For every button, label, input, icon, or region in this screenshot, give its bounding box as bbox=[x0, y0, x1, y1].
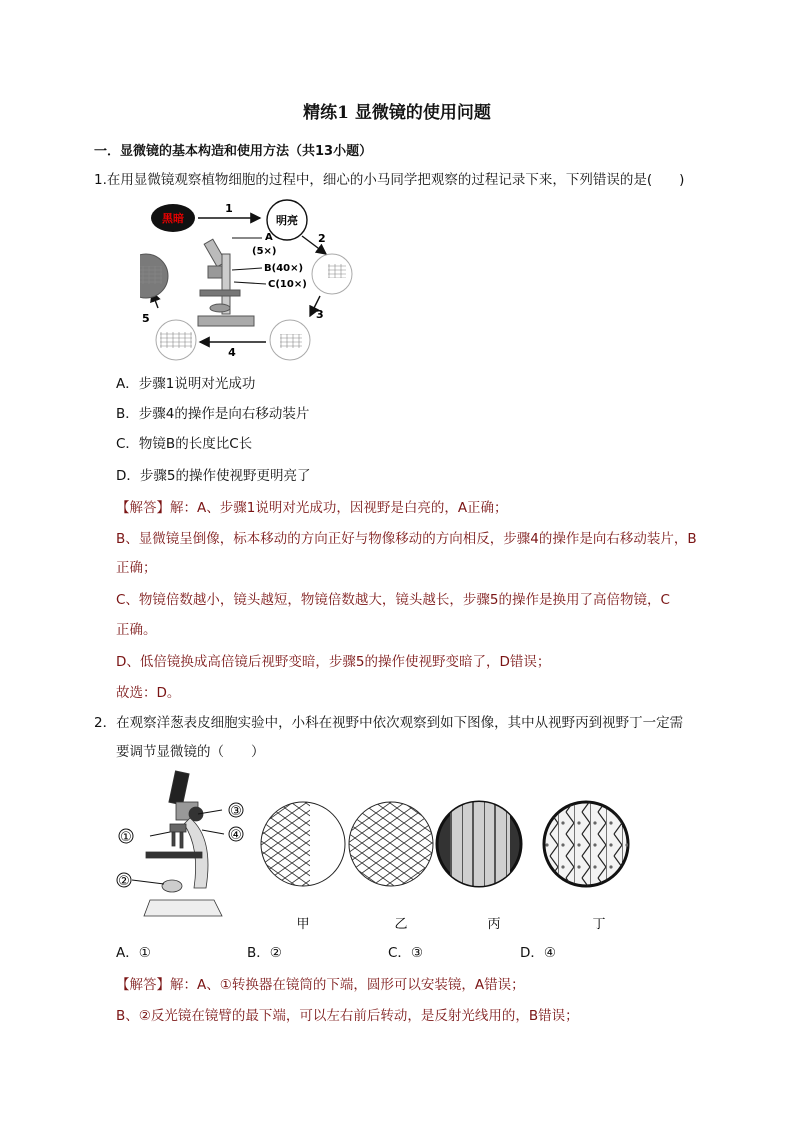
q1-answer-line-3: 正确； bbox=[116, 560, 157, 576]
lens-a-mag: (5×) bbox=[252, 246, 277, 257]
microscope-diagram bbox=[144, 771, 222, 916]
question-1-stem: 1.在用显微镜观察植物细胞的过程中，细心的小马同学把观察的过程记录下来，下列错误的是( ) bbox=[94, 172, 685, 188]
step-4-label: 4 bbox=[228, 346, 236, 359]
q1-answer-line-7: 故选：D。 bbox=[116, 685, 181, 701]
q2-option-c: C．③ bbox=[388, 945, 424, 961]
q1-option-c: C．物镜B的长度比C长 bbox=[116, 436, 253, 452]
q2-option-a: A．① bbox=[116, 945, 151, 961]
step-5-label: 5 bbox=[142, 312, 150, 325]
marker-1: ① bbox=[120, 830, 132, 845]
dark-label: 黑暗 bbox=[162, 212, 184, 225]
question-1-figure bbox=[140, 196, 370, 366]
q1-option-a: A．步骤1说明对光成功 bbox=[116, 376, 256, 392]
section-heading: 一．显微镜的基本构造和使用方法（共13小题） bbox=[94, 144, 373, 159]
marker-3: ③ bbox=[230, 804, 242, 819]
q1-answer-line-4: C、物镜倍数越小，镜头越短，物镜倍数越大，镜头越长，步骤5的操作是换用了高倍物镜，C bbox=[116, 592, 670, 608]
view-jia-label: 甲 bbox=[296, 917, 310, 932]
q2-option-d: D．④ bbox=[520, 945, 556, 961]
q1-option-b: B．步骤4的操作是向右移动装片 bbox=[116, 406, 310, 422]
lens-a-label: A bbox=[265, 232, 273, 243]
view-ding-label: 丁 bbox=[592, 917, 606, 932]
q2-answer-line-1: 【解答】解：A、①转换器在镜筒的下端，圆形可以安装镜，A错误； bbox=[116, 977, 525, 993]
step-2-label: 2 bbox=[318, 232, 326, 245]
q1-answer-line-2: B、显微镜呈倒像，标本移动的方向正好与物像移动的方向相反，步骤4的操作是向右移动装片，B bbox=[116, 531, 697, 547]
step-3-label: 3 bbox=[316, 308, 324, 321]
bright-label: 明亮 bbox=[276, 214, 298, 227]
view-bing-label: 丙 bbox=[487, 917, 501, 932]
view-yi-label: 乙 bbox=[394, 917, 408, 932]
lens-b-label: B(40×) bbox=[264, 263, 304, 274]
question-2-stem-2: 要调节显微镜的（ ） bbox=[116, 744, 265, 760]
step-1-label: 1 bbox=[225, 202, 233, 215]
page-title: 精练1 显微镜的使用问题 bbox=[303, 103, 491, 123]
marker-2: ② bbox=[118, 874, 130, 889]
question-2-stem-1: 2．在观察洋葱表皮细胞实验中，小科在视野中依次观察到如下图像，其中从视野丙到视野丁一定需 bbox=[94, 715, 684, 731]
q1-answer-line-5: 正确。 bbox=[116, 622, 157, 638]
q2-option-b: B．② bbox=[247, 945, 282, 961]
q2-answer-line-2: B、②反光镜在镜臂的最下端，可以左右前后转动，是反射光线用的，B错误； bbox=[116, 1008, 579, 1024]
q1-option-d: D．步骤5的操作使视野更明亮了 bbox=[116, 468, 311, 484]
marker-4: ④ bbox=[230, 828, 242, 843]
lens-c-label: C(10×) bbox=[268, 279, 307, 290]
q1-answer-line-1: 【解答】解：A、步骤1说明对光成功，因视野是白亮的，A正确； bbox=[116, 500, 508, 516]
q1-answer-line-6: D、低倍镜换成高倍镜后视野变暗，步骤5的操作使视野变暗了，D错误； bbox=[116, 654, 551, 670]
question-2-figure bbox=[110, 768, 650, 934]
